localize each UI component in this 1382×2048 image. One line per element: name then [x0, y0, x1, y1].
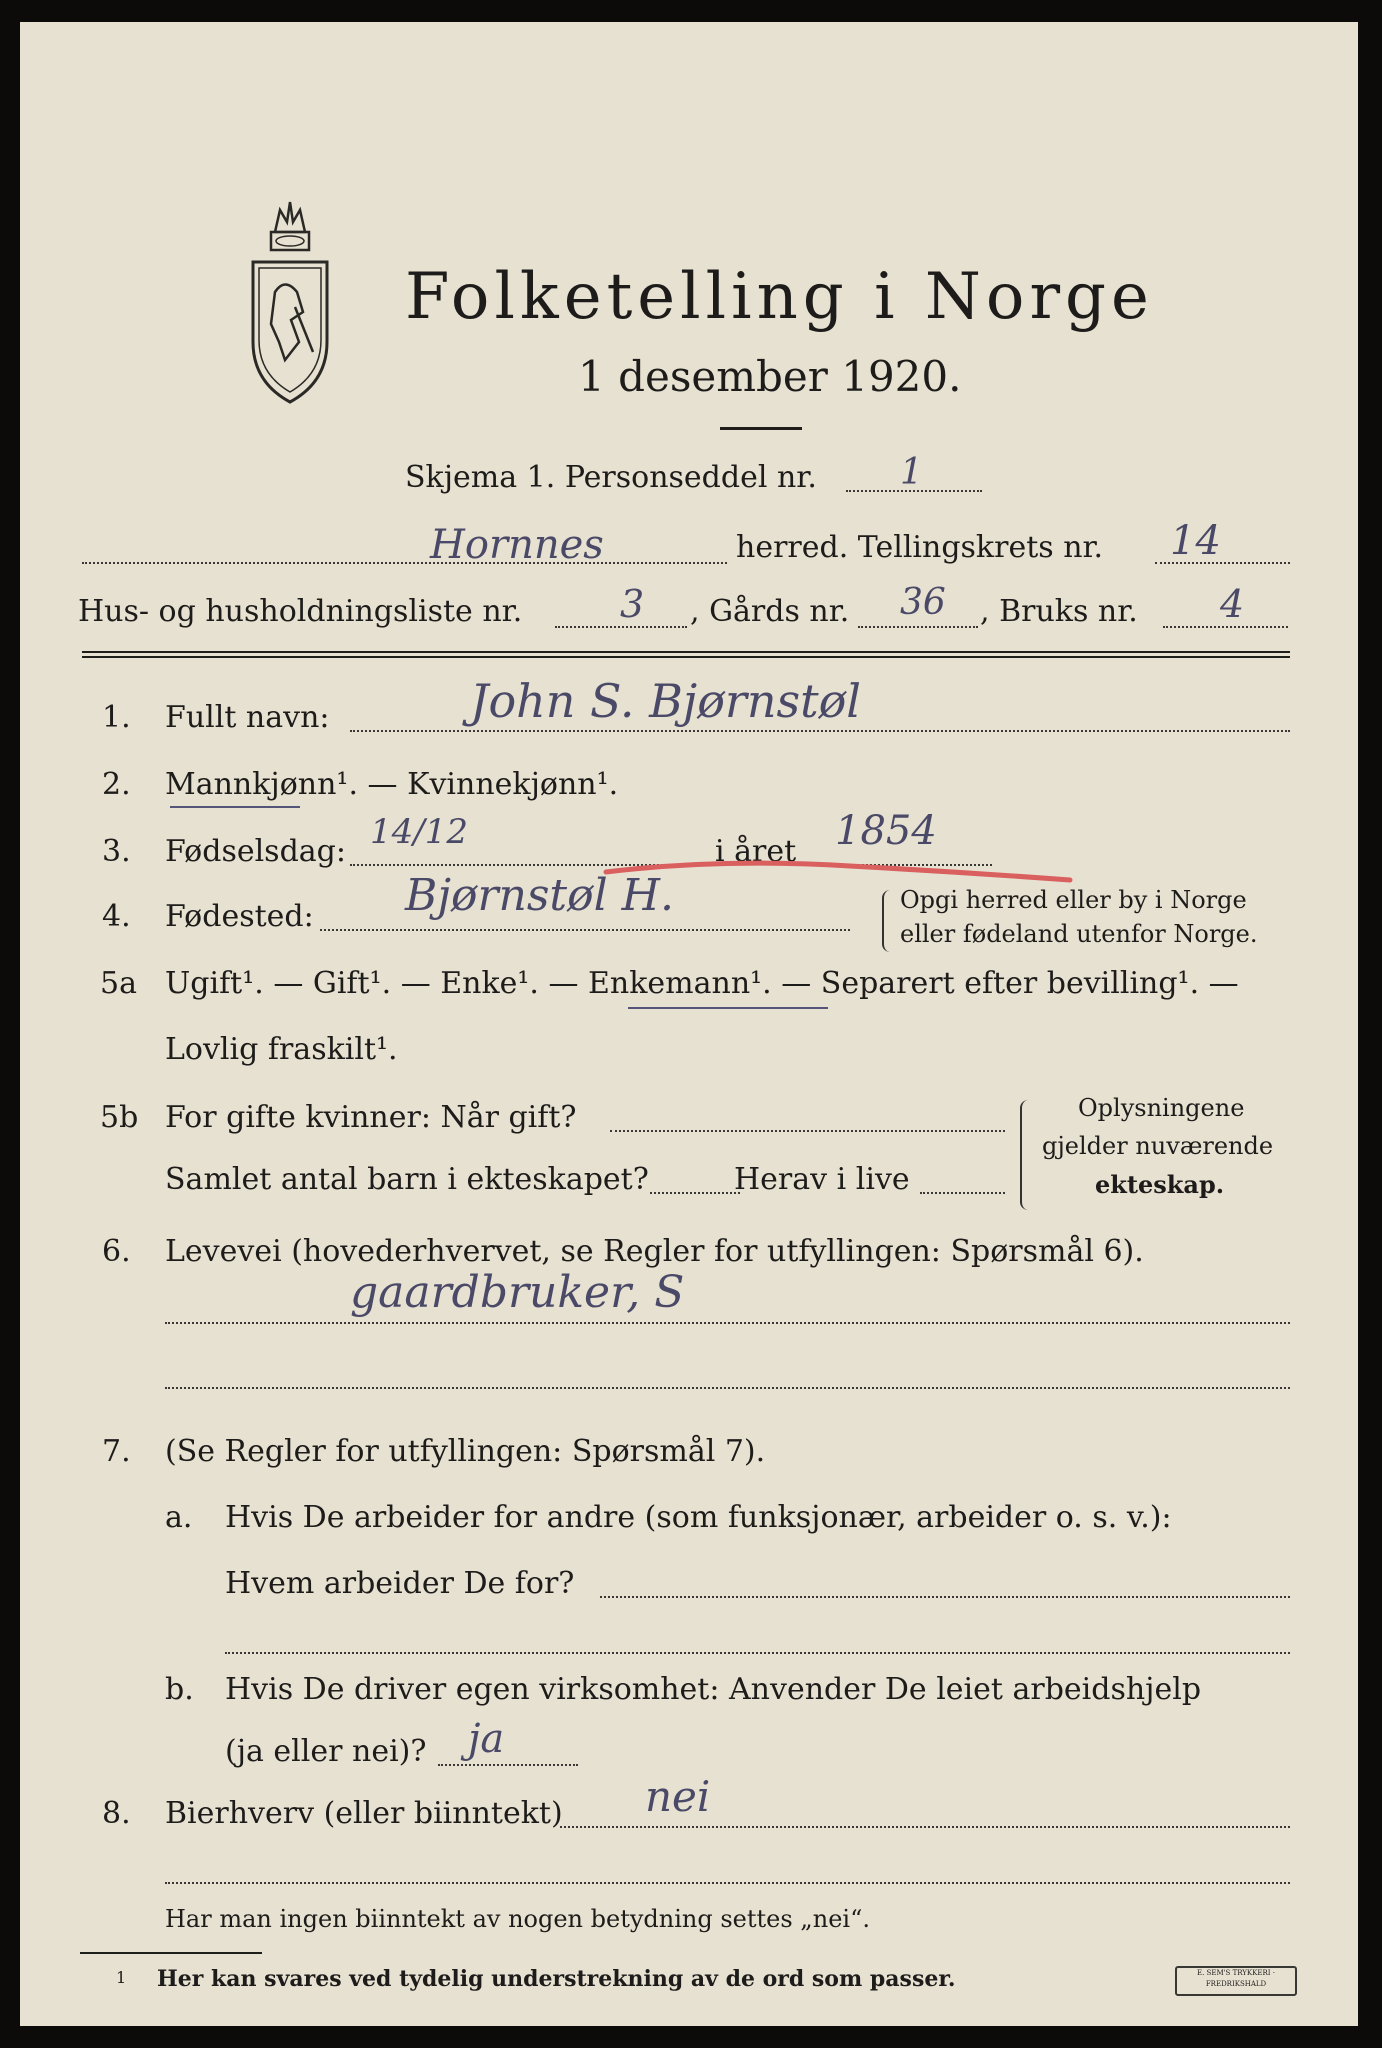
q4-note-line2: eller fødeland utenfor Norge. [900, 920, 1258, 948]
herred-label: herred. Tellingskrets nr. [736, 530, 1104, 565]
q5b-line1: For gifte kvinner: Når gift? [165, 1100, 577, 1135]
q5b-note-line1: Oplysningene [1078, 1094, 1245, 1122]
q2-number: 2. [102, 767, 131, 802]
header-double-rule-top [82, 651, 1290, 653]
q7-number: 7. [102, 1434, 131, 1469]
footnote-mark: 1 [116, 1968, 127, 1987]
q1-number: 1. [102, 700, 131, 735]
q1-full-name-value: John S. Bjørnstøl [470, 674, 861, 728]
printer-stamp-text: E. SEM'S TRYKKERI · FREDRIKSHALD [1197, 1969, 1275, 1988]
census-form [20, 22, 1358, 2026]
q1-label: Fullt navn: [165, 700, 330, 735]
gards-label: , Gårds nr. [690, 594, 850, 629]
title-divider [720, 427, 802, 430]
header-double-rule-bottom [82, 656, 1290, 658]
q6-number: 6. [102, 1234, 131, 1269]
q3-year-label: i året [715, 834, 797, 869]
q3-year-value: 1854 [835, 808, 937, 854]
q2-label: Mannkjønn¹. — Kvinnekjønn¹. [165, 767, 619, 802]
q5b-line2a: Samlet antal barn i ekteskapet? [165, 1162, 649, 1197]
q3-birthdate-value: 14/12 [370, 812, 468, 852]
q5b-number: 5b [100, 1100, 139, 1135]
q5a-underline-enkemann [628, 1007, 828, 1009]
herred-value: Hornnes [430, 522, 604, 568]
q5a-line1: Ugift¹. — Gift¹. — Enke¹. — Enkemann¹. — Separert efter bevilling¹. — [165, 966, 1239, 1001]
q8-label: Bierhverv (eller biinntekt) [165, 1796, 563, 1831]
hus-nr-value: 3 [620, 582, 645, 626]
q3-label: Fødselsdag: [165, 834, 346, 869]
form-title: Folketelling i Norge [405, 260, 1154, 334]
q2-underline-mannkjonn [170, 806, 300, 808]
printer-stamp [1175, 1966, 1297, 1996]
q7b-line1: Hvis De driver egen virksomhet: Anvender De leiet arbeidshjelp [225, 1672, 1202, 1707]
q5a-number: 5a [100, 966, 137, 1001]
q4-number: 4. [102, 899, 131, 934]
schema-label: Skjema 1. Personseddel nr. [405, 460, 817, 495]
q8-number: 8. [102, 1796, 131, 1831]
q7a-number: a. [165, 1500, 193, 1535]
coat-of-arms-icon [245, 192, 335, 412]
q6-occupation-value: gaardbruker, S [350, 1267, 685, 1318]
q5b-line2b: Herav i live [734, 1162, 910, 1197]
bruks-label: , Bruks nr. [980, 594, 1138, 629]
q8-value: nei [645, 1772, 711, 1821]
q7-label: (Se Regler for utfyllingen: Spørsmål 7). [165, 1434, 766, 1469]
footnote-text: Her kan svares ved tydelig understrekning av de ord som passer. [157, 1966, 956, 1992]
q7a-line2: Hvem arbeider De for? [225, 1566, 575, 1601]
footer-note: Har man ingen biinntekt av nogen betydning settes „nei“. [165, 1905, 870, 1933]
q5b-note-line2: gjelder nuværende [1042, 1132, 1274, 1160]
q5b-note-line3: ekteskap. [1095, 1170, 1225, 1199]
hus-label: Hus- og husholdningsliste nr. [78, 594, 523, 629]
personseddel-nr-value: 1 [900, 452, 923, 493]
q5a-line2: Lovlig fraskilt¹. [165, 1032, 398, 1067]
form-date: 1 desember 1920. [578, 352, 962, 401]
q7b-line2: (ja eller nei)? [225, 1734, 427, 1769]
q7a-line1: Hvis De arbeider for andre (som funksjonær, arbeider o. s. v.): [225, 1500, 1172, 1535]
gards-nr-value: 36 [900, 582, 946, 623]
bruks-nr-value: 4 [1220, 582, 1245, 626]
q3-number: 3. [102, 834, 131, 869]
q4-birthplace-value: Bjørnstøl H. [405, 870, 675, 921]
footnote-rule [80, 1952, 262, 1954]
q7b-value: ja [468, 1716, 505, 1762]
q6-label: Levevei (hovederhvervet, se Regler for utfyllingen: Spørsmål 6). [165, 1234, 1144, 1269]
q4-note-line1: Opgi herred eller by i Norge [900, 886, 1247, 914]
q7b-number: b. [165, 1672, 194, 1707]
tellingskrets-nr-value: 14 [1170, 518, 1221, 564]
q4-label: Fødested: [165, 899, 314, 934]
